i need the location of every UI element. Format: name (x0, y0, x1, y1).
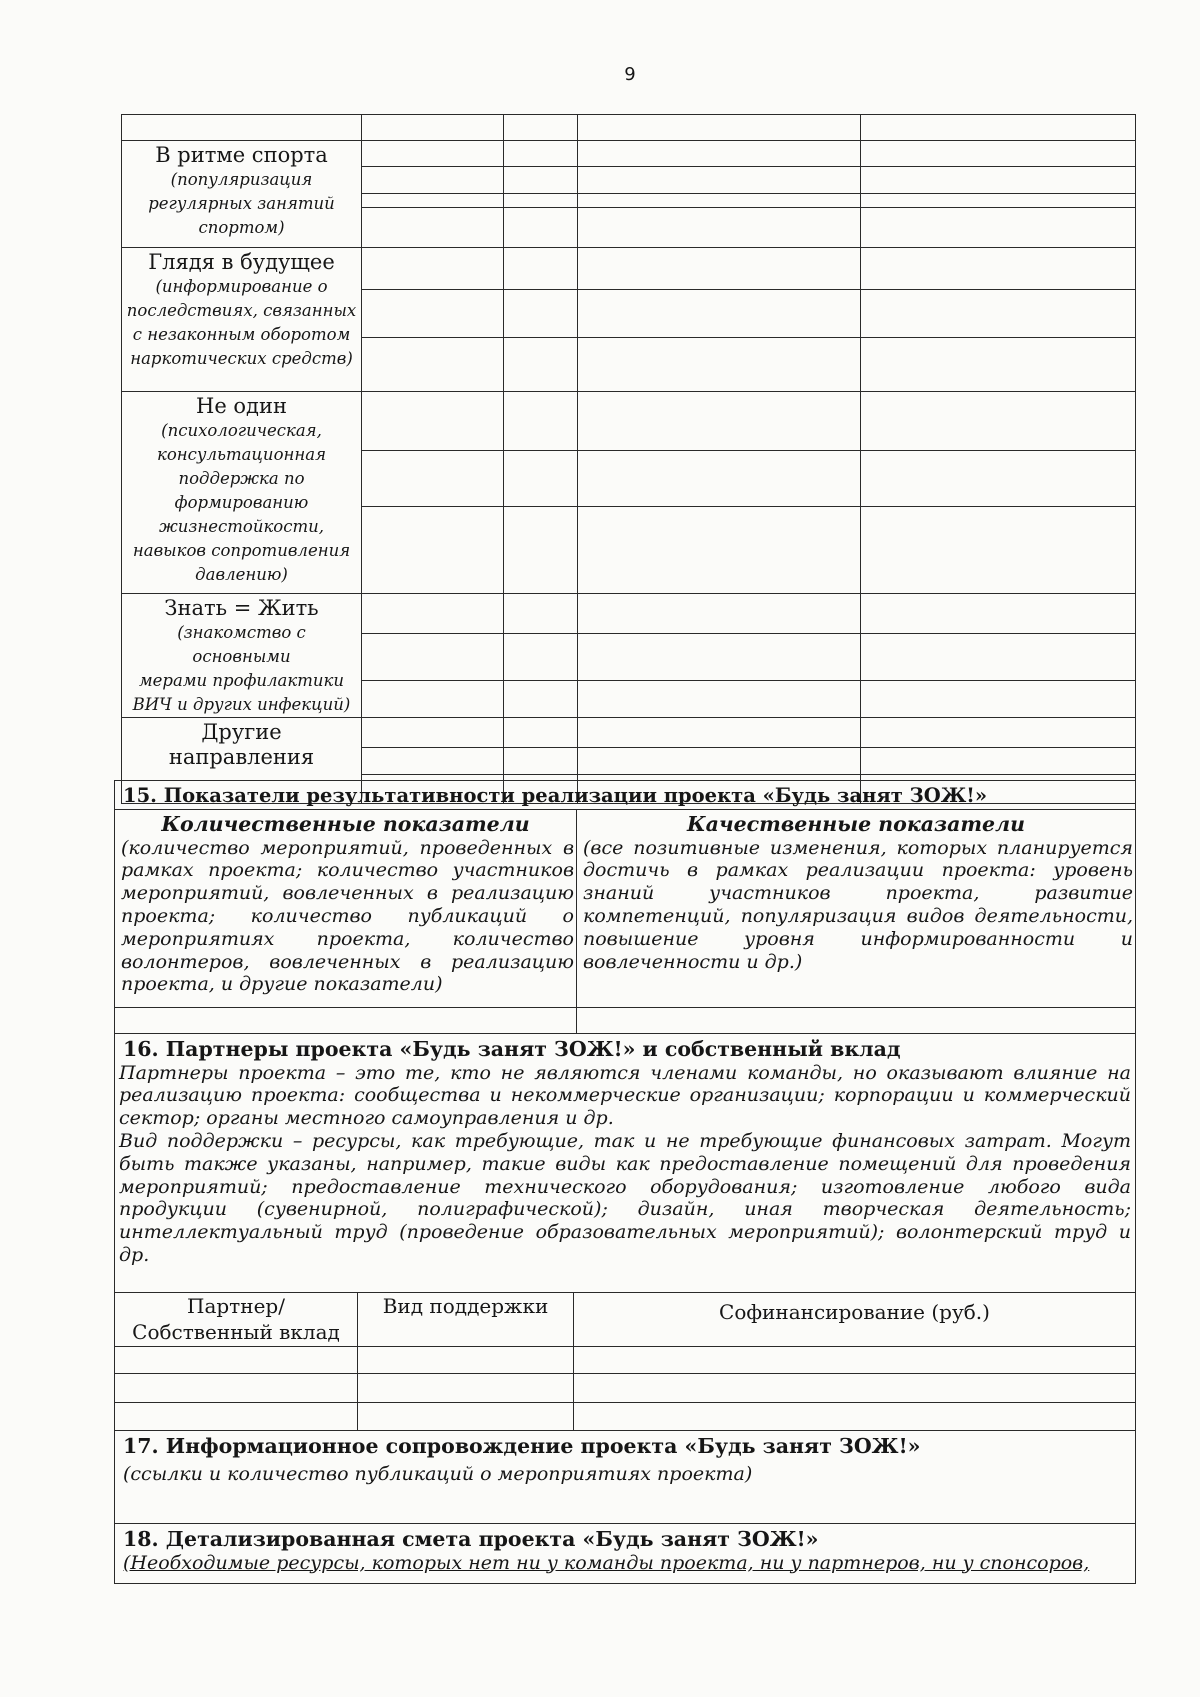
section-15-title: 15. Показатели результативности реализации проекта «Будь занят ЗОЖ!» (115, 781, 1136, 810)
table-cell (115, 1347, 358, 1374)
direction-cell (122, 248, 362, 392)
direction-title: Не один (196, 394, 287, 418)
sections-15-16-table (114, 780, 1136, 1293)
direction-desc: (знакомство с основными мерами профилактики ВИЧ и других инфекций) (132, 623, 351, 714)
qualitative-indicators-cell (577, 810, 1136, 1008)
section-16-desc: Партнеры проекта – это те, кто не являются членами команды, но оказывают влияние на реализацию проекта: сообщества и некоммерческие организации; корпорации и коммерческий сектор; органы местного самоуправления и др. Вид поддержки – ресурсы, как требующие, так и не требующие финансовых затрат. Могут быть также указаны, например, такие виды как предоставление помещений для проведения мероприятий; предоставление технического оборудования; изготовление любого вида продукции (сувенирной, полиграфической); дизайн, иная творческая деятельность; интеллектуальный труд (проведение образовательных мероприятий); волонтерский труд и др. (119, 1061, 1132, 1266)
table-cell (122, 115, 362, 141)
direction-desc: (психологическая, консультационная поддержка по формированию жизнестойкости, навыков сопротивления давлению) (132, 421, 351, 584)
section-17-desc: (ссылки и количество публикаций о мероприятиях проекта) (123, 1462, 753, 1485)
table-cell (115, 1403, 358, 1431)
direction-title: В ритме спорта (155, 143, 328, 167)
direction-title: Глядя в будущее (148, 250, 335, 274)
support-type-header: Вид поддержки (358, 1293, 574, 1347)
direction-cell (122, 392, 362, 594)
qualitative-header: Качественные показатели (687, 812, 1025, 836)
section-16-title: 16. Партнеры проекта «Будь занят ЗОЖ!» и собственный вклад (123, 1037, 901, 1061)
qualitative-value-cell (577, 1008, 1136, 1034)
partners-table (114, 1292, 1136, 1584)
table-cell (115, 1374, 358, 1403)
direction-cell (122, 141, 362, 248)
direction-desc: (популяризация регулярных занятий спортом) (148, 170, 335, 238)
quantitative-header: Количественные показатели (161, 812, 530, 836)
direction-title: Знать = Жить (164, 596, 319, 620)
quantitative-indicators-cell (115, 810, 577, 1008)
qualitative-desc: (все позитивные изменения, которых планируется достичь в рамках реализации проекта: уровень знаний участников проекта, развитие компетенций, популяризация видов деятельности, повышение уровня информированности и вовлеченности и др.) (583, 836, 1134, 973)
section-18-desc: (Необходимые ресурсы, которых нет ни у команды проекта, ни у партнеров, ни у спонсоров, (123, 1551, 1090, 1574)
quantitative-value-cell (115, 1008, 577, 1034)
partner-header: Партнер/ Собственный вклад (115, 1293, 358, 1347)
section-18-cell (115, 1524, 1136, 1584)
section-16-cell (115, 1034, 1136, 1293)
page-number: 9 (624, 64, 636, 85)
section-17-title: 17. Информационное сопровождение проекта «Будь занят ЗОЖ!» (123, 1434, 921, 1458)
cofinancing-header: Софинансирование (руб.) (574, 1293, 1136, 1347)
directions-table (121, 114, 1136, 804)
direction-desc: (информирование о последствиях, связанных с незаконным оборотом наркотических средств) (126, 277, 357, 368)
section-18-title: 18. Детализированная смета проекта «Будь занят ЗОЖ!» (123, 1527, 819, 1551)
direction-cell (122, 594, 362, 718)
quantitative-desc: (количество мероприятий, проведенных в рамках проекта; количество участников мероприятий, вовлеченных в реализацию проекта; количество публикаций о мероприятиях проекта, количество волонтеров, вовлеченных в реализацию проекта, и другие показатели) (121, 836, 574, 996)
direction-title: Другие направления (168, 719, 315, 770)
section-17-cell (115, 1431, 1136, 1524)
